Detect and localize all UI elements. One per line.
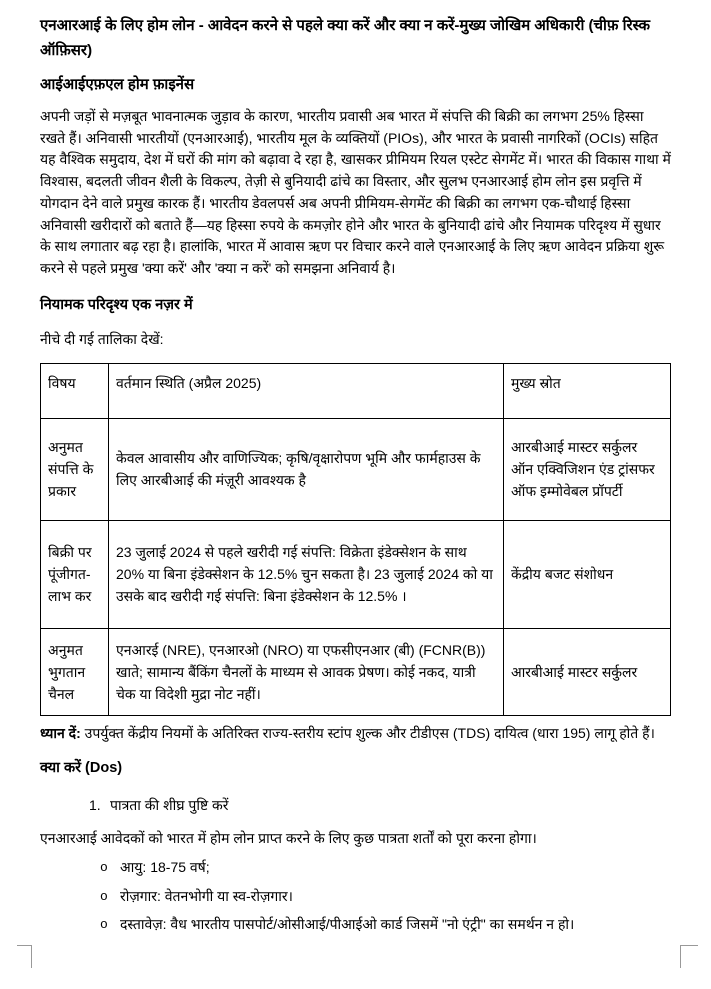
note-paragraph — [40, 723, 672, 745]
page-corner-mark-right — [680, 945, 698, 968]
table-cell-status: एनआरई (NRE), एनआरओ (NRO) या एफसीएनआर (बी) (FCNR(B)) खाते; सामान्य बैंकिंग चैनलों के माध्यम से आवक प्रेषण। कोई नकद, यात्री चेक या विदेशी मुद्रा नोट नहीं। — [109, 628, 504, 715]
table-cell-status: 23 जुलाई 2024 से पहले खरीदी गई संपत्ति: विक्रेता इंडेक्सेशन के साथ 20% या बिना इंडेक्सेशन के 12.5% चुन सकता है। 23 जुलाई 2024 को या उसके बाद खरीदी गई संपत्ति: बिना इंडेक्सेशन के 12.5% । — [109, 520, 504, 628]
intro-paragraph: अपनी जड़ों से मज़बूत भावनात्मक जुड़ाव के कारण, भारतीय प्रवासी अब भारत में संपत्ति की बिक्री का लगभग 25% हिस्सा रखते हैं। अनिवासी भारतीयों (एनआरआई), भारतीय मूल के व्यक्तियों (PIOs), और भारत के प्रवासी नागरिकों (OCIs) सहित यह वैश्विक समुदाय, देश में घरों की मांग को बढ़ावा दे रहा है, खासकर प्रीमियम रियल एस्टेट सेगमेंट में। भारत की विकास गाथा में विश्वास, बदलती जीवन शैली के विकल्प, तेज़ी से बुनियादी ढांचे का विस्तार, और सुलभ एनआरआई होम लोन इस प्रवृत्ति में योगदान देने वाले प्रमुख कारक हैं। भारतीय डेवलपर्स अब अपनी प्रीमियम-सेगमेंट की बिक्री का लगभग एक-चौथाई हिस्सा अनिवासी खरीदारों को बताते हैं—यह हिस्सा रुपये के कमज़ोर होने और भारत के बुनियादी ढांचे और नियामक परिदृश्य में सुधार के साथ लगातार बढ़ रहा है। हालांकि, भारत में आवास ऋण पर विचार करने वाले एनआरआई के लिए ऋण आवेदन प्रक्रिया शुरू करने से पहले प्रमुख 'क्या करें' और 'क्या न करें' को समझना अनिवार्य है। — [40, 108, 671, 276]
table-lead-text: नीचे दी गई तालिका देखें: — [40, 330, 164, 347]
table-header-topic: विषय — [41, 363, 109, 418]
table-cell-source: आरबीआई मास्टर सर्कुलर — [504, 628, 671, 715]
bullet-marker: o — [100, 888, 108, 904]
bullet-text: आयु: 18-75 वर्ष; — [120, 859, 210, 876]
table-row — [41, 520, 671, 628]
table-row — [41, 628, 671, 715]
bullet-item-documents — [100, 914, 672, 936]
list-item-number: 1. — [89, 797, 101, 814]
regulatory-section-heading: नियामक परिदृश्य एक नज़र में — [40, 296, 193, 313]
eligibility-paragraph: एनआरआई आवेदकों को भारत में होम लोन प्राप्त करने के लिए कुछ पात्रता शर्तों को पूरा करना होगा। — [40, 830, 537, 847]
page-title: एनआरआई के लिए होम लोन - आवेदन करने से पहले क्या करें और क्या न करें-मुख्य जोखिम अधिकारी (चीफ़ रिस्क ऑफ़िसर) — [40, 17, 651, 59]
bullet-text: रोज़गार: वेतनभोगी या स्व-रोज़गार। — [120, 887, 293, 904]
table-cell-status: केवल आवासीय और वाणिज्यिक; कृषि/वृक्षारोपण भूमि और फार्महाउस के लिए आरबीआई की मंज़ूरी आवश्यक है — [109, 418, 504, 520]
dos-section-heading: क्या करें (Dos) — [40, 760, 123, 777]
table-cell-source: केंद्रीय बजट संशोधन — [504, 520, 671, 628]
table-header-row — [41, 363, 671, 418]
numbered-list-item — [89, 794, 672, 816]
note-label: ध्यान दें: — [40, 724, 81, 741]
table-row — [41, 418, 671, 520]
document-subtitle: आईआईएफ़एल होम फ़ाइनेंस — [40, 76, 195, 93]
bullet-marker: o — [100, 917, 108, 933]
list-item-text: पात्रता की शीघ्र पुष्टि करें — [110, 797, 229, 814]
regulatory-table — [40, 363, 671, 716]
bullet-item-employment — [100, 886, 672, 908]
bullet-item-age — [100, 857, 672, 879]
table-cell-source: आरबीआई मास्टर सर्कुलर ऑन एक्विजिशन एंड ट्रांसफर ऑफ इम्मोवेबल प्रॉपर्टी — [504, 418, 671, 520]
table-cell-topic: अनुमत संपत्ति के प्रकार — [41, 418, 109, 520]
table-cell-topic: अनुमत भुगतान चैनल — [41, 628, 109, 715]
table-cell-topic: बिक्री पर पूंजीगत-लाभ कर — [41, 520, 109, 628]
table-header-status: वर्तमान स्थिति (अप्रैल 2025) — [109, 363, 504, 418]
bullet-text: दस्तावेज़: वैध भारतीय पासपोर्ट/ओसीआई/पीआईओ कार्ड जिसमें "नो एंट्री" का समर्थन न हो। — [120, 916, 575, 933]
table-header-source: मुख्य स्रोत — [504, 363, 671, 418]
document-content — [40, 0, 672, 936]
bullet-marker: o — [100, 860, 108, 876]
note-text: उपर्युक्त केंद्रीय नियमों के अतिरिक्त राज्य-स्तरीय स्टांप शुल्क और टीडीएस (TDS) दायित्व (धारा 195) लागू होते हैं। — [84, 724, 655, 741]
page-corner-mark-left — [17, 945, 32, 968]
